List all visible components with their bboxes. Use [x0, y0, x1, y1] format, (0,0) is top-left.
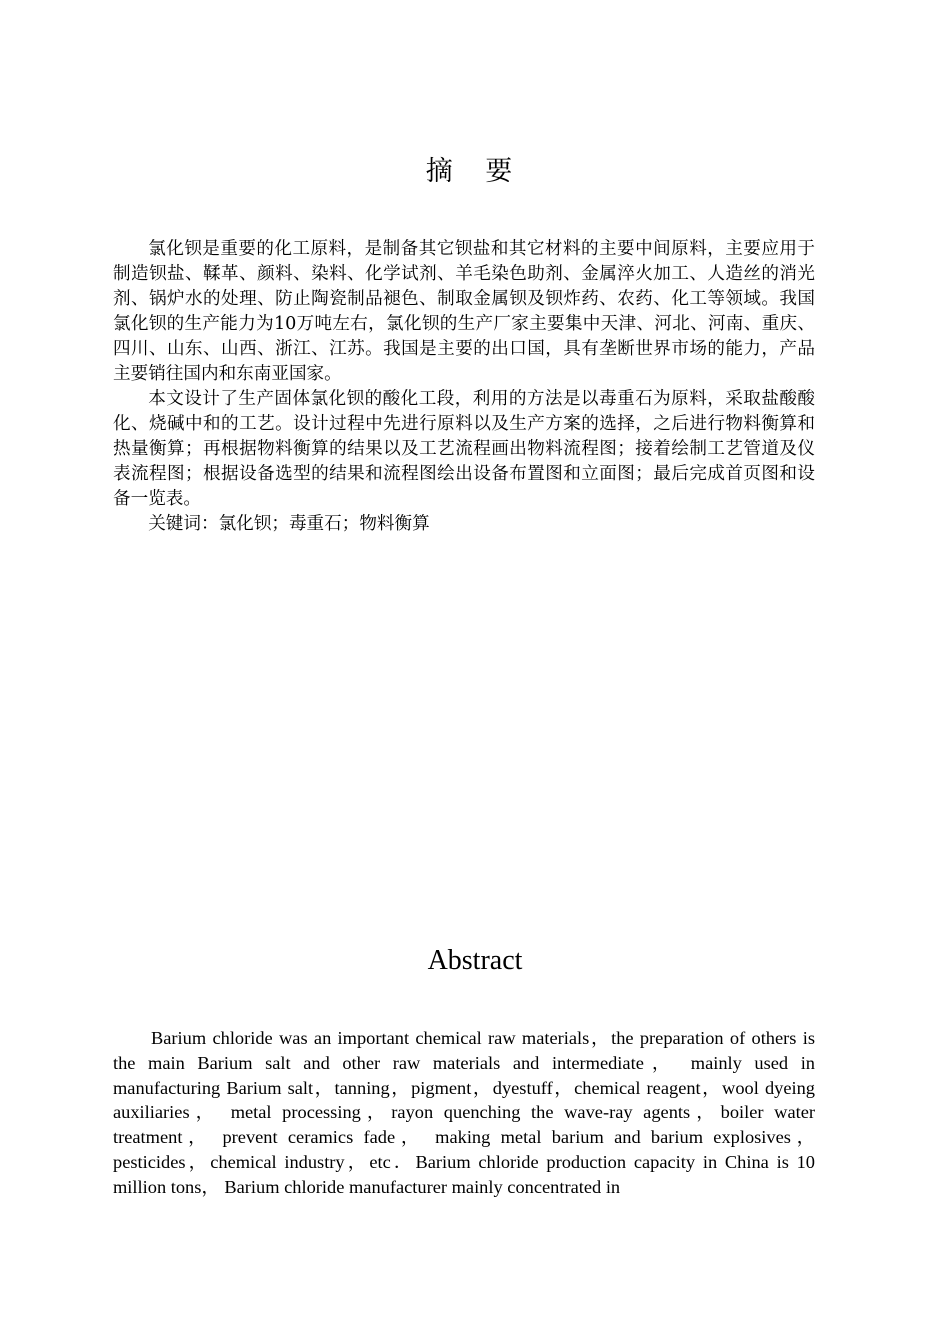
chinese-abstract-paragraph: 本文设计了生产固体氯化钡的酸化工段，利用的方法是以毒重石为原料，采取盐酸酸化、烧碱中和的工艺。设计过程中先进行原料以及生产方案的选择，之后进行物料衡算和热量衡算；再根据物料衡算的结果以及工艺流程画出物料流程图；接着绘制工艺管道及仪表流程图；根据设备选型的结果和流程图绘出设备布置图和立面图；最后完成首页图和设备一览表。: [113, 389, 815, 509]
chinese-abstract-paragraph: 氯化钡是重要的化工原料，是制备其它钡盐和其它材料的主要中间原料，主要应用于制造钡盐、鞣革、颜料、染料、化学试剂、羊毛染色助剂、金属淬火加工、人造丝的消光剂、锅炉水的处理、防止陶瓷制品褪色、制取金属钡及钡炸药、农药、化工等领域。我国氯化钡的生产能力为10万吨左右，氯化钡的生产厂家主要集中天津、河北、河南、重庆、四川、山东、山西、浙江、江苏。我国是主要的出口国，具有垄断世界市场的能力，产品主要销往国内和东南亚国家。: [113, 239, 815, 384]
english-abstract-title: Abstract: [427, 945, 523, 976]
chinese-keywords: 关键词：氯化钡；毒重石；物料衡算: [148, 514, 430, 534]
english-abstract-paragraph: Barium chloride was an important chemical raw materials，the preparation of others is the main Barium salt and other raw materials and intermediate， mainly used in manufacturing Barium salt，tanning，pigment，dyestuff，chemical reagent，wool dyeing auxiliaries， metal processing，rayon quenching the wave-ray agents，boiler water treatment， prevent ceramics fade， making metal barium and barium explosives，pesticides，chemical industry，etc．Barium chloride production capacity in China is 10 million tons， Barium chloride manufacturer mainly concentrated in: [113, 1028, 815, 1197]
chinese-abstract-body: [113, 237, 815, 537]
english-abstract-body: [113, 1026, 815, 1200]
chinese-abstract-title: 摘 要: [425, 156, 525, 187]
